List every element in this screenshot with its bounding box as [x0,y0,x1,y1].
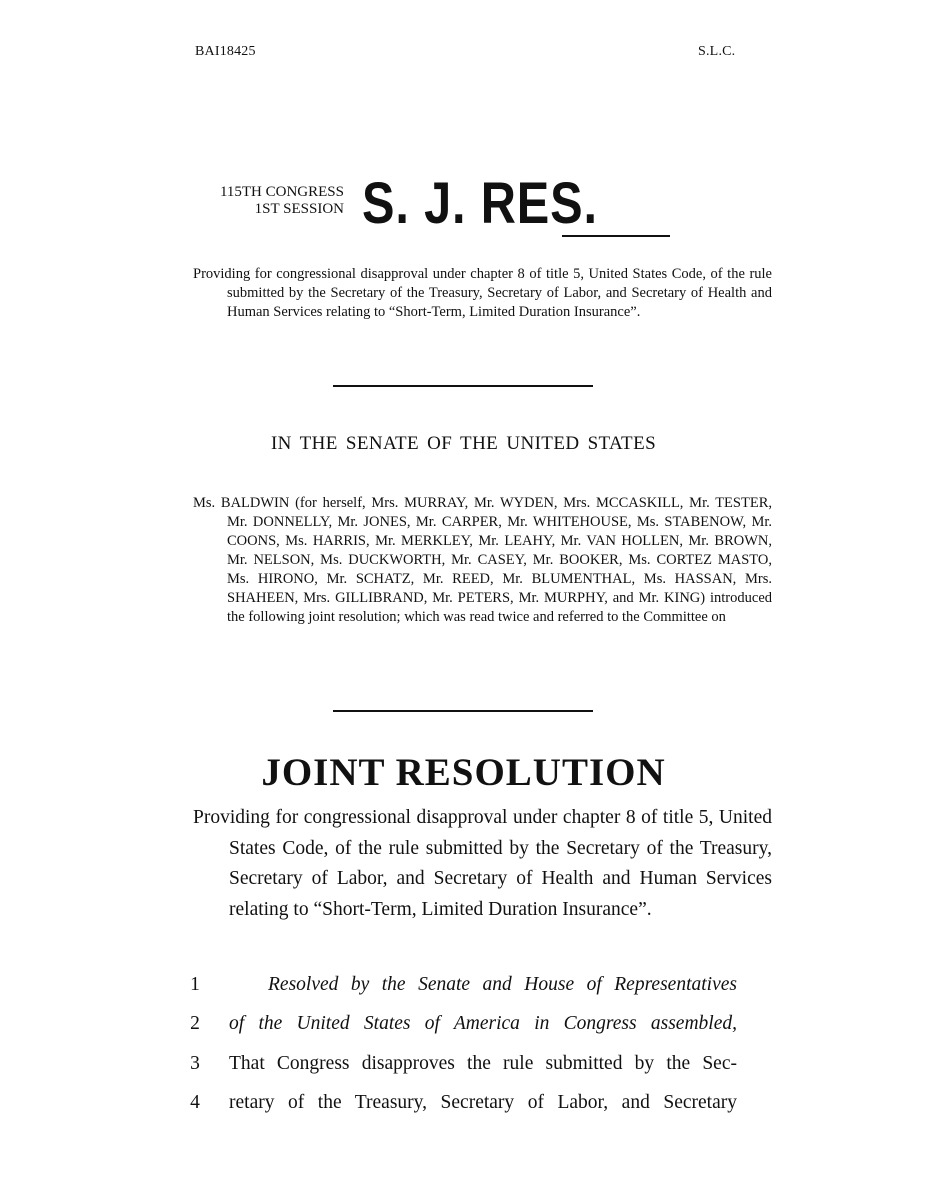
body-line: retary of the Treasury, Secretary of Labor, and Secretary [229,1092,737,1113]
joint-resolution-heading: JOINT RESOLUTION [261,751,666,794]
short-description: Providing for congressional disapproval under chapter 8 of title 5, United States Code, of the rule submitted by the Secretary of the Treasury, Secretary of Labor, and Secretary of Health and Human Services relating to “Short-Term, Limited Duration Insurance”. [193,266,772,320]
measure-number-blank [562,235,670,237]
line-number: 1 [190,974,200,995]
congress-session-block [188,184,344,218]
measure-type: S. J. RES. [362,171,598,236]
body-line: Resolved by the Senate and House of Representatives [268,974,737,995]
divider-rule [333,385,593,387]
congress-label: 115TH CONGRESS [219,184,344,200]
line-number: 3 [190,1053,200,1074]
resolution-title: Providing for congressional disapproval under chapter 8 of title 5, United States Code, of the rule submitted by the Secretary of the Treasury, Secretary of Labor, and Secretary of Health and Human Services relating to “Short-Term, Limited Duration Insurance”. [193,807,772,920]
session-label: 1ST SESSION [254,201,344,217]
document-id: BAI18425 [195,44,256,59]
line-number: 4 [190,1092,200,1113]
chamber-heading: IN THE SENATE OF THE UNITED STATES [270,433,657,454]
body-line: That Congress disapproves the rule submitted by the Sec- [229,1053,737,1074]
body-line: of the United States of America in Congress assembled, [229,1013,737,1034]
sponsors-paragraph: Ms. BALDWIN (for herself, Mrs. MURRAY, Mr. WYDEN, Mrs. MCCASKILL, Mr. TESTER, Mr. DONNELLY, Mr. JONES, Mr. CARPER, Mr. WHITEHOUSE, Ms. STABENOW, Mr. COONS, Ms. HARRIS, Mr. MERKLEY, Mr. LEAHY, Mr. VAN HOLLEN, Mr. BROWN, Mr. NELSON, Ms. DUCKWORTH, Mr. CASEY, Mr. BOOKER, Ms. CORTEZ MASTO, Ms. HIRONO, Mr. SCHATZ, Mr. REED, Mr. BLUMENTHAL, Ms. HASSAN, Mrs. SHAHEEN, Mrs. GILLIBRAND, Mr. PETERS, Mr. MURPHY, and Mr. KING) introduced the following joint resolution; which was read twice and referred to the Committee on [193,495,772,625]
office-code: S.L.C. [698,44,736,59]
divider-rule [333,710,593,712]
line-number: 2 [190,1013,200,1034]
